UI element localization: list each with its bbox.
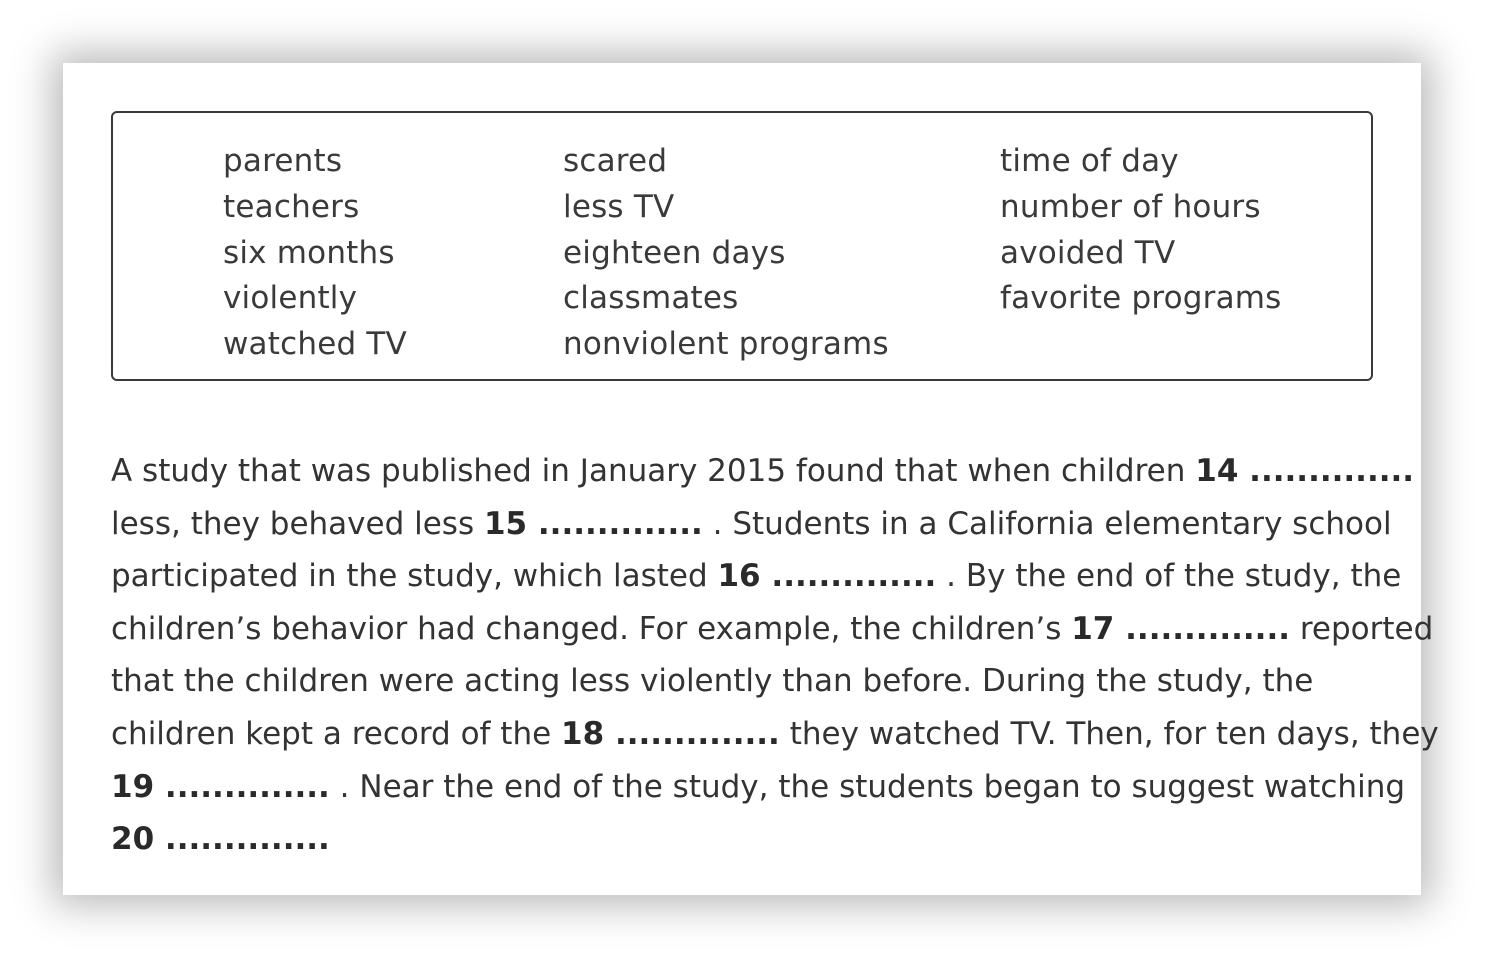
passage-text: that the children were acting less violently than before. During the study, the (111, 663, 1314, 700)
question-number-16: 16 (717, 558, 761, 595)
word-bank-item: classmates (563, 280, 739, 317)
passage-line (111, 550, 1401, 603)
answer-blank-20[interactable]: .............. (154, 821, 330, 858)
exercise-card (63, 63, 1439, 895)
passage-line (111, 708, 1439, 761)
question-number-19: 19 (111, 768, 155, 805)
answer-blank-15[interactable]: .............. (527, 505, 703, 542)
question-number-17: 17 (1071, 610, 1115, 647)
passage-text: . By the end of the study, the (936, 558, 1402, 595)
passage-text: participated in the study, which lasted (111, 558, 718, 595)
word-bank-column-3 (1000, 139, 1282, 322)
passage-line (111, 445, 1415, 498)
question-number-15: 15 (483, 505, 528, 542)
word-bank-item: parents (223, 143, 343, 179)
passage-line (111, 603, 1434, 656)
word-bank-item: teachers (223, 188, 360, 225)
passage-line (111, 655, 1401, 708)
word-bank-box (111, 111, 1373, 381)
answer-blank-14[interactable]: .............. (1238, 453, 1415, 489)
word-bank-item: number of hours (1000, 188, 1261, 225)
question-number-18: 18 (561, 715, 605, 752)
passage-text: children’s behavior had changed. For example, the children’s (111, 610, 1072, 647)
question-number-20: 20 (111, 821, 155, 858)
word-bank-column-1 (223, 139, 407, 368)
word-bank-column-2 (563, 139, 889, 368)
question-number-14: 14 (1195, 453, 1239, 489)
passage-text: . Near the end of the study, the students began to suggest watching (329, 768, 1406, 805)
passage-text: children kept a record of the (111, 715, 562, 752)
word-bank-item: nonviolent programs (563, 326, 889, 363)
answer-blank-18[interactable]: .............. (604, 715, 780, 752)
answer-blank-16[interactable]: .............. (760, 558, 937, 595)
passage-line (111, 498, 1401, 551)
answer-blank-19[interactable]: .............. (154, 768, 330, 805)
passage-text: A study that was published in January 2015 found that when children (111, 453, 1196, 489)
passage-line (111, 761, 1406, 814)
passage-line (111, 813, 1401, 866)
word-bank-item: scared (563, 143, 668, 179)
word-bank-item: less TV (563, 188, 675, 225)
word-bank-item: watched TV (223, 326, 407, 363)
answer-blank-17[interactable]: .............. (1114, 610, 1291, 647)
gap-fill-passage (111, 445, 1439, 866)
word-bank-item: six months (223, 234, 395, 271)
word-bank-item: favorite programs (1000, 280, 1282, 317)
passage-text: they watched TV. Then, for ten days, they (779, 715, 1439, 752)
word-bank-item: time of day (1000, 143, 1179, 179)
word-bank-item: eighteen days (563, 234, 786, 271)
word-bank-item: violently (223, 280, 358, 317)
word-bank-item: avoided TV (1000, 234, 1176, 271)
passage-text: reported (1290, 610, 1434, 647)
passage-text: less, they behaved less (111, 505, 484, 542)
passage-text: . Students in a California elementary school (702, 505, 1392, 542)
